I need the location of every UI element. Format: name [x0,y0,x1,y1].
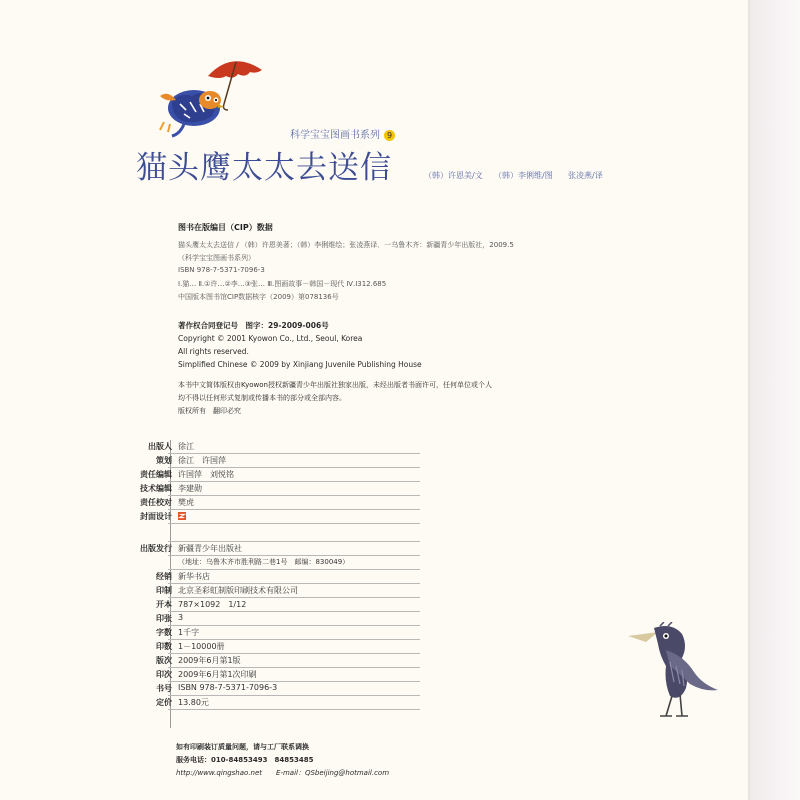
row-label: 印制 [156,586,172,595]
table-row [110,440,420,454]
series-name: 科学宝宝图画书系列 [290,130,380,141]
book-title: 猫头鹰太太去送信 [136,150,392,186]
cip-line: （科学宝宝图画书系列） [178,254,255,262]
row-label: 印次 [156,670,172,679]
row-value: 新疆青少年出版社 [178,544,242,553]
row-label: 印张 [156,614,172,623]
row-label: 出版人 [148,442,172,451]
table-row [110,626,420,640]
credit-translator: 张凌燕/译 [568,171,603,180]
table-row [110,682,420,696]
row-label: 开本 [156,600,172,609]
table-row [110,598,420,612]
row-value: 13.80元 [178,698,209,707]
copyright-en-line: All rights reserved. [178,347,249,356]
copyright-cn-line: 均不得以任何形式复制或传播本书的部分或全部内容。 [178,394,346,402]
cip-heading: 图书在版编目（CIP）数据 [178,223,273,232]
table-row [110,510,420,524]
copyright-en-line: Simplified Chinese © 2009 by Xinjiang Juvenile Publishing House [178,360,422,369]
row-value: 徐江 [178,442,194,451]
row-value: 2009年6月第1次印刷 [178,670,257,679]
table-row [110,468,420,482]
table-row [110,612,420,626]
publishing-info-table [110,440,420,710]
row-label: 出版发行 [140,544,172,553]
series-label [290,126,395,141]
row-value: 李建勋 [178,484,202,493]
row-label: 策划 [156,456,172,465]
row-label: 字数 [156,628,172,637]
row-label: 书号 [156,684,172,693]
copyright-en-line: Copyright © 2001 Kyowon Co., Ltd., Seoul, Korea [178,334,363,343]
table-row [110,640,420,654]
table-row [110,454,420,468]
row-label: 封面设计 [140,512,172,521]
cip-line: 猫头鹰太太去送信 / （韩）许恩美著；（韩）李俐维绘；张凌燕译．一乌鲁木齐：新疆青少年出版社，2009.5 [178,241,514,249]
credit-author: （韩）许恩美/文 [424,171,483,180]
row-value: 3 [178,613,184,622]
table-row [110,570,420,584]
row-label: 责任校对 [140,498,172,507]
cover-design-logo [178,511,186,520]
footer-quality-note: 如有印刷装订质量问题，请与工厂联系调换 [176,743,309,751]
row-value: 北京圣彩虹制版印刷技术有限公司 [178,586,298,595]
cip-line: ISBN 978-7-5371-7096-3 [178,266,265,274]
bird-illustration [624,622,724,722]
cip-line: Ⅰ.猫… Ⅱ.①许…②李…③张… Ⅲ.图画故事－韩国－现代 Ⅳ.I312.685 [178,280,387,288]
table-row [110,556,420,570]
row-value: 徐江 许国萍 [178,456,226,465]
row-value: 1千字 [178,628,200,637]
cip-line: 中国版本图书馆CIP数据核字（2009）第078136号 [178,293,339,301]
copyright-cn-line: 本书中文简体版权由Kyowon授权新疆青少年出版社独家出版，未经出版者书面许可，任何单位或个人 [178,381,492,389]
row-label: 定价 [156,698,172,707]
table-row [110,654,420,668]
row-label: 技术编辑 [140,484,172,493]
table-row [110,696,420,710]
row-label: 印数 [156,642,172,651]
row-value: 许国萍 刘悦铭 [178,470,234,479]
copyright-cn-line: 版权所有 翻印必究 [178,407,241,415]
facing-page [750,0,800,800]
footer-contact-links: http://www.qingshao.net E-mail：QSbeijing@hotmail.com [176,769,390,777]
owl-umbrella-illustration [150,52,280,142]
table-row [110,542,420,556]
series-number-badge: 9 [384,130,395,141]
row-label: 责任编辑 [140,470,172,479]
row-value: 1－10000册 [178,642,225,651]
footer-service-phone: 服务电话：010-84853493 84853485 [176,756,314,764]
table-row [110,668,420,682]
table-row [110,584,420,598]
table-row [110,496,420,510]
copyright-registration: 著作权合同登记号 图字：29-2009-006号 [178,321,329,330]
table-spacer [110,524,420,542]
row-value: 787×1092 1/12 [178,600,247,609]
table-row [110,482,420,496]
designer-logo-icon [178,512,186,520]
row-value: （地址：乌鲁木齐市胜利路二巷1号 邮编：830049） [178,558,350,566]
row-label: 版次 [156,656,172,665]
row-value: ISBN 978-7-5371-7096-3 [178,683,278,692]
row-label: 经销 [156,572,172,581]
credit-illustrator: （韩）李俐维/图 [494,171,553,180]
row-value: 樊虎 [178,498,194,507]
row-value: 2009年6月第1版 [178,656,241,665]
row-value: 新华书店 [178,572,210,581]
